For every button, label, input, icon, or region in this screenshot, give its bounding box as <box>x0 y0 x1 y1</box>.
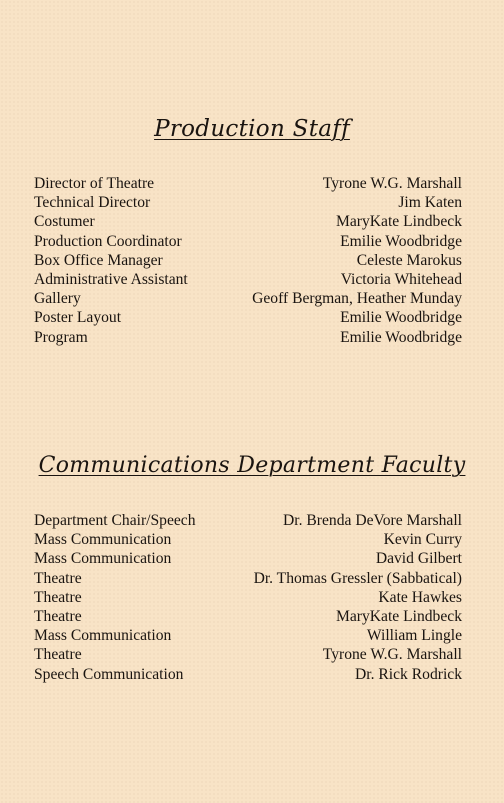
list-row <box>34 588 462 607</box>
list-row <box>34 270 462 289</box>
person-name: MaryKate Lindbeck <box>336 607 462 625</box>
role-label: Mass Communication <box>34 531 172 549</box>
role-label: Mass Communication <box>34 550 172 568</box>
list-row <box>34 193 462 212</box>
list-row <box>34 549 462 568</box>
person-name: David Gilbert <box>375 550 462 568</box>
list-row <box>34 232 462 251</box>
list-row <box>34 289 462 308</box>
list-row <box>34 308 462 327</box>
list-row <box>34 530 462 549</box>
role-label: Theatre <box>34 646 82 664</box>
role-label: Department Chair/Speech <box>34 512 196 529</box>
person-name: Dr. Rick Rodrick <box>355 665 462 683</box>
production-staff-list <box>34 174 462 347</box>
list-row <box>34 607 462 626</box>
person-name: Tyrone W.G. Marshall <box>322 175 462 192</box>
role-label: Gallery <box>34 290 81 308</box>
role-label: Theatre <box>34 588 82 606</box>
person-name: Victoria Whitehead <box>340 270 462 288</box>
role-label: Program <box>34 328 88 346</box>
list-row <box>34 212 462 231</box>
person-name: Kate Hawkes <box>378 588 462 606</box>
role-label: Costumer <box>34 213 95 231</box>
person-name: Emilie Woodbridge <box>340 232 462 250</box>
list-row <box>34 174 462 193</box>
role-label: Poster Layout <box>34 309 122 327</box>
role-label: Director of Theatre <box>34 175 155 192</box>
list-row <box>34 569 462 588</box>
list-row <box>34 511 462 530</box>
person-name: Emilie Woodbridge <box>340 309 462 327</box>
person-name: MaryKate Lindbeck <box>336 213 462 231</box>
person-name: Kevin Curry <box>383 531 462 549</box>
list-row <box>34 645 462 664</box>
list-row <box>34 665 462 684</box>
faculty-heading: Communications Department Faculty <box>38 453 466 478</box>
list-row <box>34 328 462 347</box>
role-label: Technical Director <box>34 194 151 212</box>
role-label: Theatre <box>34 569 82 587</box>
role-label: Speech Communication <box>34 665 184 683</box>
role-label: Box Office Manager <box>34 251 163 269</box>
list-row <box>34 626 462 645</box>
person-name: William Lingle <box>366 627 462 645</box>
role-label: Theatre <box>34 607 82 625</box>
person-name: Celeste Marokus <box>356 251 462 269</box>
person-name: Tyrone W.G. Marshall <box>322 646 462 664</box>
person-name: Dr. Thomas Gressler (Sabbatical) <box>253 569 462 587</box>
role-label: Mass Communication <box>34 627 172 645</box>
production-staff-heading: Production Staff <box>154 116 350 142</box>
person-name: Jim Katen <box>398 194 462 212</box>
person-name: Dr. Brenda DeVore Marshall <box>283 512 462 529</box>
list-row <box>34 251 462 270</box>
faculty-list <box>34 511 462 684</box>
person-name: Geoff Bergman, Heather Munday <box>252 290 462 308</box>
person-name: Emilie Woodbridge <box>340 328 462 346</box>
role-label: Production Coordinator <box>34 232 182 250</box>
role-label: Administrative Assistant <box>34 270 188 288</box>
